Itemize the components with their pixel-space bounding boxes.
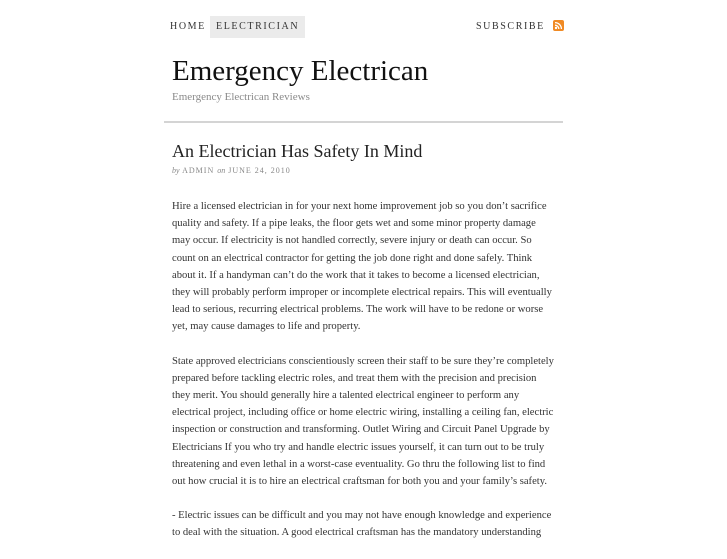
post-paragraph: - Electric issues can be difficult and you may not have enough knowledge and experience to deal with the situation. A good electrical craftsman has the mandatory understanding bbox=[172, 510, 552, 539]
nav-home-link[interactable]: HOME bbox=[170, 21, 206, 32]
post-paragraph: Hire a licensed electrician in for your next home improvement job so you don’t sacrifice quality and safety. If a pipe leaks, the floor gets wet and some minor property damage may occur. If electricity is not handled correctly, severe injury or death can occur. So count on an electrical contractor for getting the job done right and done safely. Think about it. If a handyman can’t do the work that it takes to become a licensed electrician, they will probably perform improper or incomplete electrical repairs. This will eventually lead to serious, recurring electrical problems. The work will have to be redone or worse yet, may cause damages to life and property. bbox=[172, 201, 552, 333]
subscribe-link[interactable] bbox=[476, 16, 564, 38]
post-date: JUNE 24, 2010 bbox=[228, 166, 291, 175]
post-content bbox=[172, 198, 556, 559]
site-title[interactable]: Emergency Electrican bbox=[172, 55, 429, 87]
byline-by: by bbox=[172, 166, 180, 175]
byline-on: on bbox=[217, 166, 226, 175]
post-byline bbox=[172, 166, 291, 175]
header-divider bbox=[164, 121, 563, 123]
site-description: Emergency Electrican Reviews bbox=[172, 91, 310, 103]
post-title[interactable]: An Electrician Has Safety In Mind bbox=[172, 141, 423, 161]
rss-icon[interactable] bbox=[553, 20, 564, 31]
top-nav bbox=[164, 16, 564, 40]
subscribe-label: SUBSCRIBE bbox=[476, 21, 545, 32]
author-link[interactable]: ADMIN bbox=[182, 166, 215, 175]
post-paragraph: State approved electricians conscientiously screen their staff to be sure they’re completely prepared before tackling electric roles, and treat them with the precision and precision they merit. You should generally hire a talented electrical engineer to perform any electrical project, including office or home electric wiring, installing a ceiling fan, electric inspection or construction and transforming. Outlet Wiring and Circuit Panel Upgrade by Electricians If you who try and handle electric issues yourself, it can turn out to be truly threatening and even lethal in a worst-case eventuality. Go thru the following list to find out how crucial it is to hire an electrical craftsman for both you and your family’s safety. bbox=[172, 355, 554, 488]
nav-electrician-link[interactable]: ELECTRICIAN bbox=[210, 16, 305, 38]
